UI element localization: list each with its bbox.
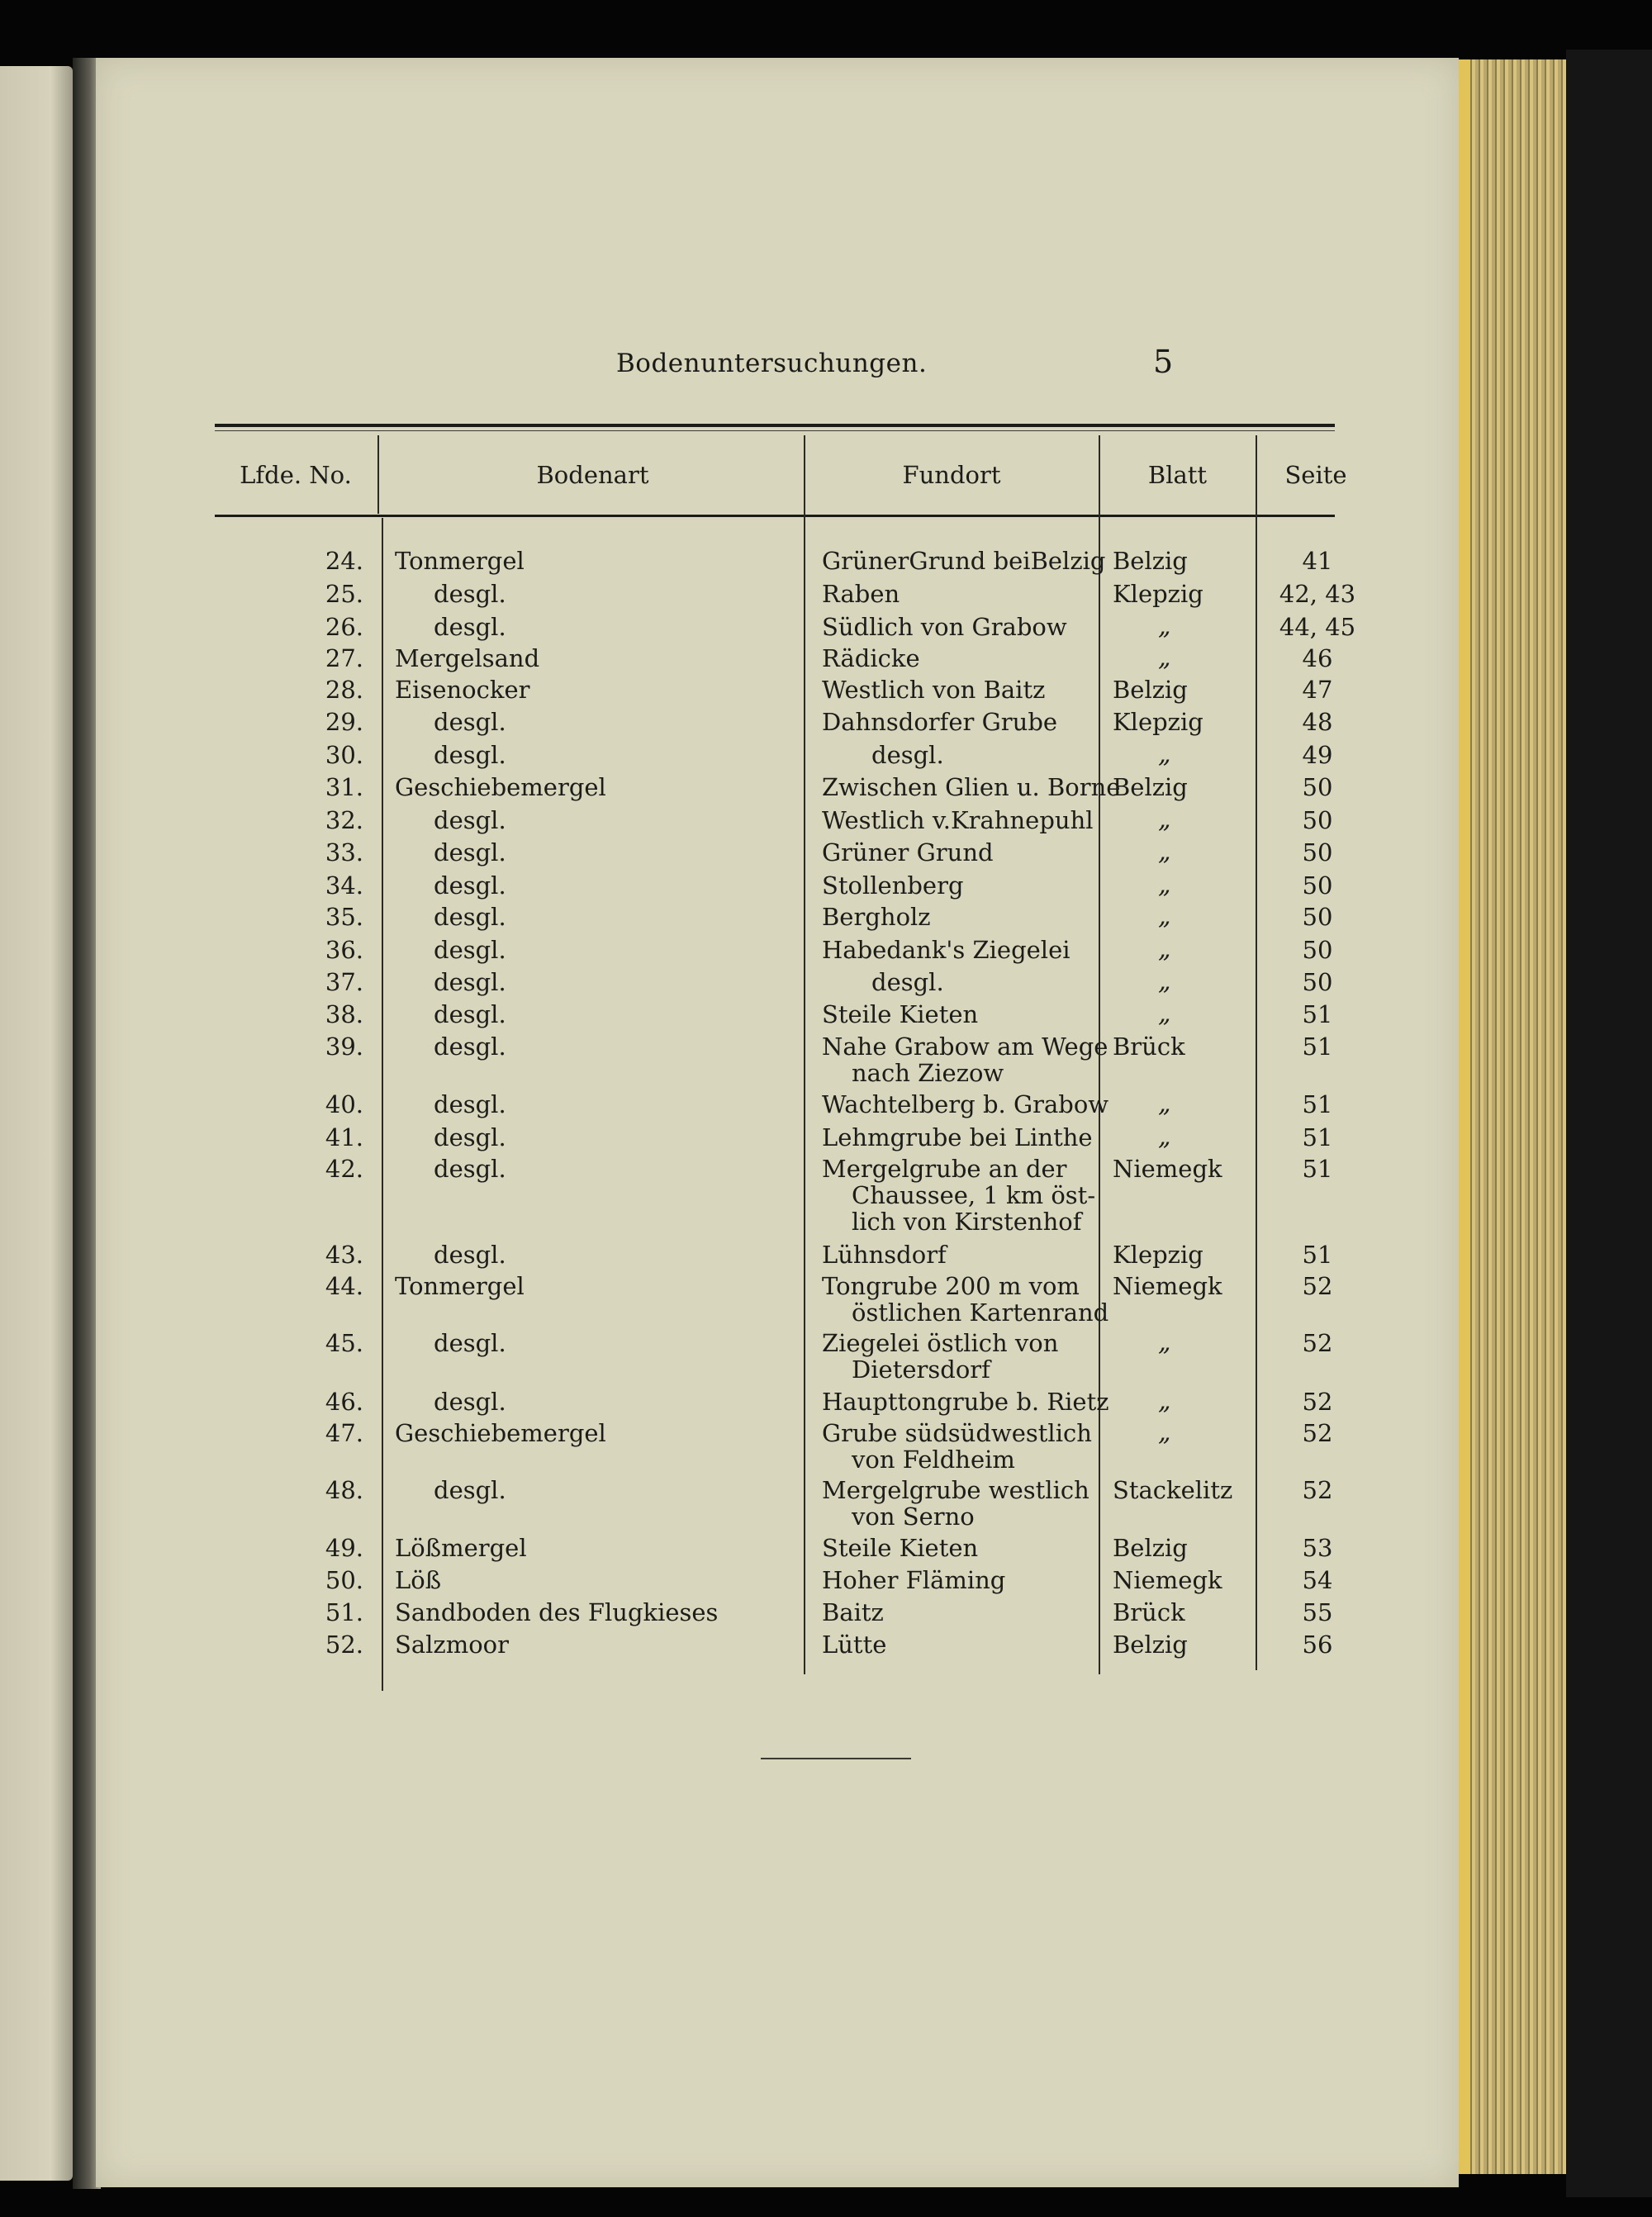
row-blatt: Belzig (1113, 676, 1188, 704)
row-bodenart: desgl. (434, 1241, 506, 1269)
row-bodenart: desgl. (434, 838, 506, 866)
row-seite: 51 (1302, 1000, 1333, 1028)
row-number: 26. (325, 613, 363, 641)
fundort-line: Rädicke (822, 644, 920, 672)
fundort-line: Tongrube 200 m vom (822, 1272, 1080, 1300)
row-blatt: Niemegk (1113, 1155, 1222, 1183)
row-seite: 48 (1302, 708, 1333, 736)
row-bodenart: desgl. (434, 1329, 506, 1357)
row-seite: 50 (1302, 773, 1333, 801)
row-blatt: „ (1158, 967, 1171, 996)
fundort-line: Raben (822, 580, 900, 608)
header-no: Lfde. No. (240, 460, 352, 489)
row-blatt: „ (1158, 871, 1171, 900)
row-seite: 51 (1302, 1033, 1333, 1061)
row-number: 44. (325, 1272, 363, 1300)
row-seite: 49 (1302, 741, 1333, 769)
row-blatt: Klepzig (1113, 1241, 1203, 1269)
row-bodenart: Sandboden des Flugkieses (395, 1598, 719, 1626)
row-blatt: „ (1158, 643, 1171, 672)
fundort-line: Dahnsdorfer Grube (822, 708, 1058, 736)
row-seite: 46 (1302, 644, 1333, 672)
row-blatt: „ (1158, 1387, 1171, 1416)
row-number: 35. (325, 903, 363, 931)
fundort-line: lich von Kirstenhof (852, 1208, 1082, 1236)
row-seite: 44, 45 (1279, 613, 1356, 641)
row-bodenart: Salzmoor (395, 1631, 509, 1659)
column-divider (804, 435, 805, 1674)
row-number: 36. (325, 936, 363, 964)
row-bodenart: desgl. (434, 741, 506, 769)
row-bodenart: desgl. (434, 580, 506, 608)
row-bodenart: Löß (395, 1566, 442, 1594)
row-bodenart: Tonmergel (395, 547, 525, 575)
fundort-line: Habedank's Ziegelei (822, 936, 1070, 964)
row-seite: 51 (1302, 1241, 1333, 1269)
row-seite: 54 (1302, 1566, 1333, 1594)
row-seite: 56 (1302, 1631, 1333, 1659)
header-blatt: Blatt (1147, 460, 1208, 489)
row-bodenart: Eisenocker (395, 676, 530, 704)
fundort-line: Lütte (822, 1631, 887, 1659)
row-number: 27. (325, 644, 363, 672)
row-number: 51. (325, 1598, 363, 1626)
fundort-line: GrünerGrund beiBelzig (822, 547, 1106, 575)
row-number: 34. (325, 871, 363, 900)
row-blatt: Niemegk (1113, 1272, 1222, 1300)
row-number: 45. (325, 1329, 363, 1357)
row-seite: 52 (1302, 1329, 1333, 1357)
row-number: 47. (325, 1419, 363, 1447)
fundort-line: Chaussee, 1 km öst- (852, 1181, 1096, 1209)
page-block-edges (1459, 59, 1566, 2174)
row-seite: 50 (1302, 838, 1333, 866)
row-number: 30. (325, 741, 363, 769)
row-seite: 55 (1302, 1598, 1333, 1626)
row-seite: 51 (1302, 1090, 1333, 1118)
row-seite: 50 (1302, 903, 1333, 931)
row-blatt: „ (1158, 1328, 1171, 1357)
row-blatt: „ (1158, 999, 1171, 1028)
row-seite: 47 (1302, 676, 1333, 704)
fundort-line: Lühnsdorf (822, 1241, 947, 1269)
row-seite: 51 (1302, 1123, 1333, 1151)
row-blatt: Klepzig (1113, 580, 1203, 608)
row-blatt: Stackelitz (1113, 1476, 1233, 1504)
header-bodenart: Bodenart (536, 460, 649, 489)
fundort-line: Steile Kieten (822, 1534, 979, 1562)
row-bodenart: desgl. (434, 708, 506, 736)
fundort-line: Lehmgrube bei Linthe (822, 1123, 1093, 1151)
fundort-line: Wachtelberg b. Grabow (822, 1090, 1109, 1118)
row-seite: 51 (1302, 1155, 1333, 1183)
row-bodenart: Mergelsand (395, 644, 540, 672)
row-bodenart: desgl. (434, 968, 506, 996)
row-number: 24. (325, 547, 363, 575)
fundort-line: Bergholz (822, 903, 931, 931)
row-seite: 52 (1302, 1476, 1333, 1504)
row-blatt: „ (1158, 1418, 1171, 1447)
fundort-line: von Serno (852, 1503, 975, 1531)
row-blatt: Belzig (1113, 773, 1188, 801)
row-blatt: Brück (1113, 1033, 1185, 1061)
row-seite: 50 (1302, 936, 1333, 964)
row-number: 49. (325, 1534, 363, 1562)
fundort-line: von Feldheim (852, 1446, 1015, 1474)
row-seite: 52 (1302, 1272, 1333, 1300)
row-bodenart: Tonmergel (395, 1272, 525, 1300)
fundort-line: Baitz (822, 1598, 884, 1626)
running-title: Bodenuntersuchungen. (616, 349, 928, 378)
row-blatt: Belzig (1113, 1631, 1188, 1659)
table-top-rule (215, 424, 1335, 427)
row-seite: 50 (1302, 806, 1333, 834)
table-top-rule-thin (215, 430, 1335, 431)
row-blatt: Klepzig (1113, 708, 1203, 736)
fundort-line: Mergelgrube an der (822, 1155, 1067, 1183)
row-number: 41. (325, 1123, 363, 1151)
row-blatt: Niemegk (1113, 1566, 1222, 1594)
row-seite: 52 (1302, 1388, 1333, 1416)
row-bodenart: desgl. (434, 1155, 506, 1183)
fundort-line: Zwischen Glien u. Borne (822, 773, 1121, 801)
fundort-line: Grube südsüdwestlich (822, 1419, 1092, 1447)
row-number: 31. (325, 773, 363, 801)
row-blatt: „ (1158, 612, 1171, 641)
row-blatt: „ (1158, 740, 1171, 769)
end-rule (761, 1758, 911, 1759)
fundort-line: nach Ziezow (852, 1059, 1004, 1087)
row-number: 38. (325, 1000, 363, 1028)
row-bodenart: Geschiebemergel (395, 1419, 606, 1447)
row-number: 29. (325, 708, 363, 736)
row-blatt: Belzig (1113, 1534, 1188, 1562)
row-bodenart: Lößmergel (395, 1534, 527, 1562)
row-seite: 52 (1302, 1419, 1333, 1447)
row-number: 42. (325, 1155, 363, 1183)
row-blatt: „ (1158, 902, 1171, 931)
row-number: 40. (325, 1090, 363, 1118)
row-bodenart: desgl. (434, 1476, 506, 1504)
row-seite: 42, 43 (1279, 580, 1356, 608)
page-number: 5 (1153, 344, 1174, 380)
row-blatt: „ (1158, 805, 1171, 834)
row-seite: 41 (1302, 547, 1333, 575)
row-bodenart: desgl. (434, 936, 506, 964)
book-cover (1566, 50, 1652, 2197)
row-bodenart: desgl. (434, 871, 506, 900)
fundort-line: Nahe Grabow am Wege (822, 1033, 1108, 1061)
row-number: 39. (325, 1033, 363, 1061)
row-number: 50. (325, 1566, 363, 1594)
fundort-line: Stollenberg (822, 871, 964, 900)
row-number: 32. (325, 806, 363, 834)
row-seite: 50 (1302, 871, 1333, 900)
row-number: 33. (325, 838, 363, 866)
row-bodenart: desgl. (434, 903, 506, 931)
row-number: 43. (325, 1241, 363, 1269)
header-fundort: Fundort (902, 460, 1001, 489)
fundort-line: desgl. (871, 741, 944, 769)
fundort-line: Haupttongrube b. Rietz (822, 1388, 1109, 1416)
fundort-line: Dietersdorf (852, 1355, 990, 1384)
row-number: 52. (325, 1631, 363, 1659)
fundort-line: Südlich von Grabow (822, 613, 1067, 641)
fundort-line: östlichen Kartenrand (852, 1298, 1109, 1327)
row-bodenart: desgl. (434, 1123, 506, 1151)
row-bodenart: desgl. (434, 806, 506, 834)
column-divider (382, 518, 383, 1691)
row-bodenart: desgl. (434, 1388, 506, 1416)
fundort-line: Ziegelei östlich von (822, 1329, 1059, 1357)
row-number: 46. (325, 1388, 363, 1416)
fundort-line: Westlich von Baitz (822, 676, 1046, 704)
fundort-line: Hoher Fläming (822, 1566, 1006, 1594)
row-number: 28. (325, 676, 363, 704)
row-number: 48. (325, 1476, 363, 1504)
book-page (96, 58, 1459, 2187)
row-bodenart: Geschiebemergel (395, 773, 606, 801)
row-number: 25. (325, 580, 363, 608)
row-seite: 50 (1302, 968, 1333, 996)
column-divider (377, 435, 379, 514)
row-blatt: Brück (1113, 1598, 1185, 1626)
row-seite: 53 (1302, 1534, 1333, 1562)
facing-page-edge (0, 66, 73, 2181)
fundort-line: desgl. (871, 968, 944, 996)
fundort-line: Mergelgrube westlich (822, 1476, 1089, 1504)
row-blatt: Belzig (1113, 547, 1188, 575)
table-header-rule (215, 515, 1335, 517)
fundort-line: Westlich v.Krahnepuhl (822, 806, 1094, 834)
row-bodenart: desgl. (434, 1090, 506, 1118)
row-bodenart: desgl. (434, 613, 506, 641)
row-blatt: „ (1158, 838, 1171, 866)
row-blatt: „ (1158, 935, 1171, 964)
row-bodenart: desgl. (434, 1033, 506, 1061)
row-bodenart: desgl. (434, 1000, 506, 1028)
row-blatt: „ (1158, 1123, 1171, 1151)
soil-table (215, 424, 1356, 1696)
row-blatt: „ (1158, 1090, 1171, 1118)
row-number: 37. (325, 968, 363, 996)
running-head (96, 344, 1459, 382)
header-seite: Seite (1284, 460, 1347, 489)
fundort-line: Steile Kieten (822, 1000, 979, 1028)
fundort-line: Grüner Grund (822, 838, 994, 866)
